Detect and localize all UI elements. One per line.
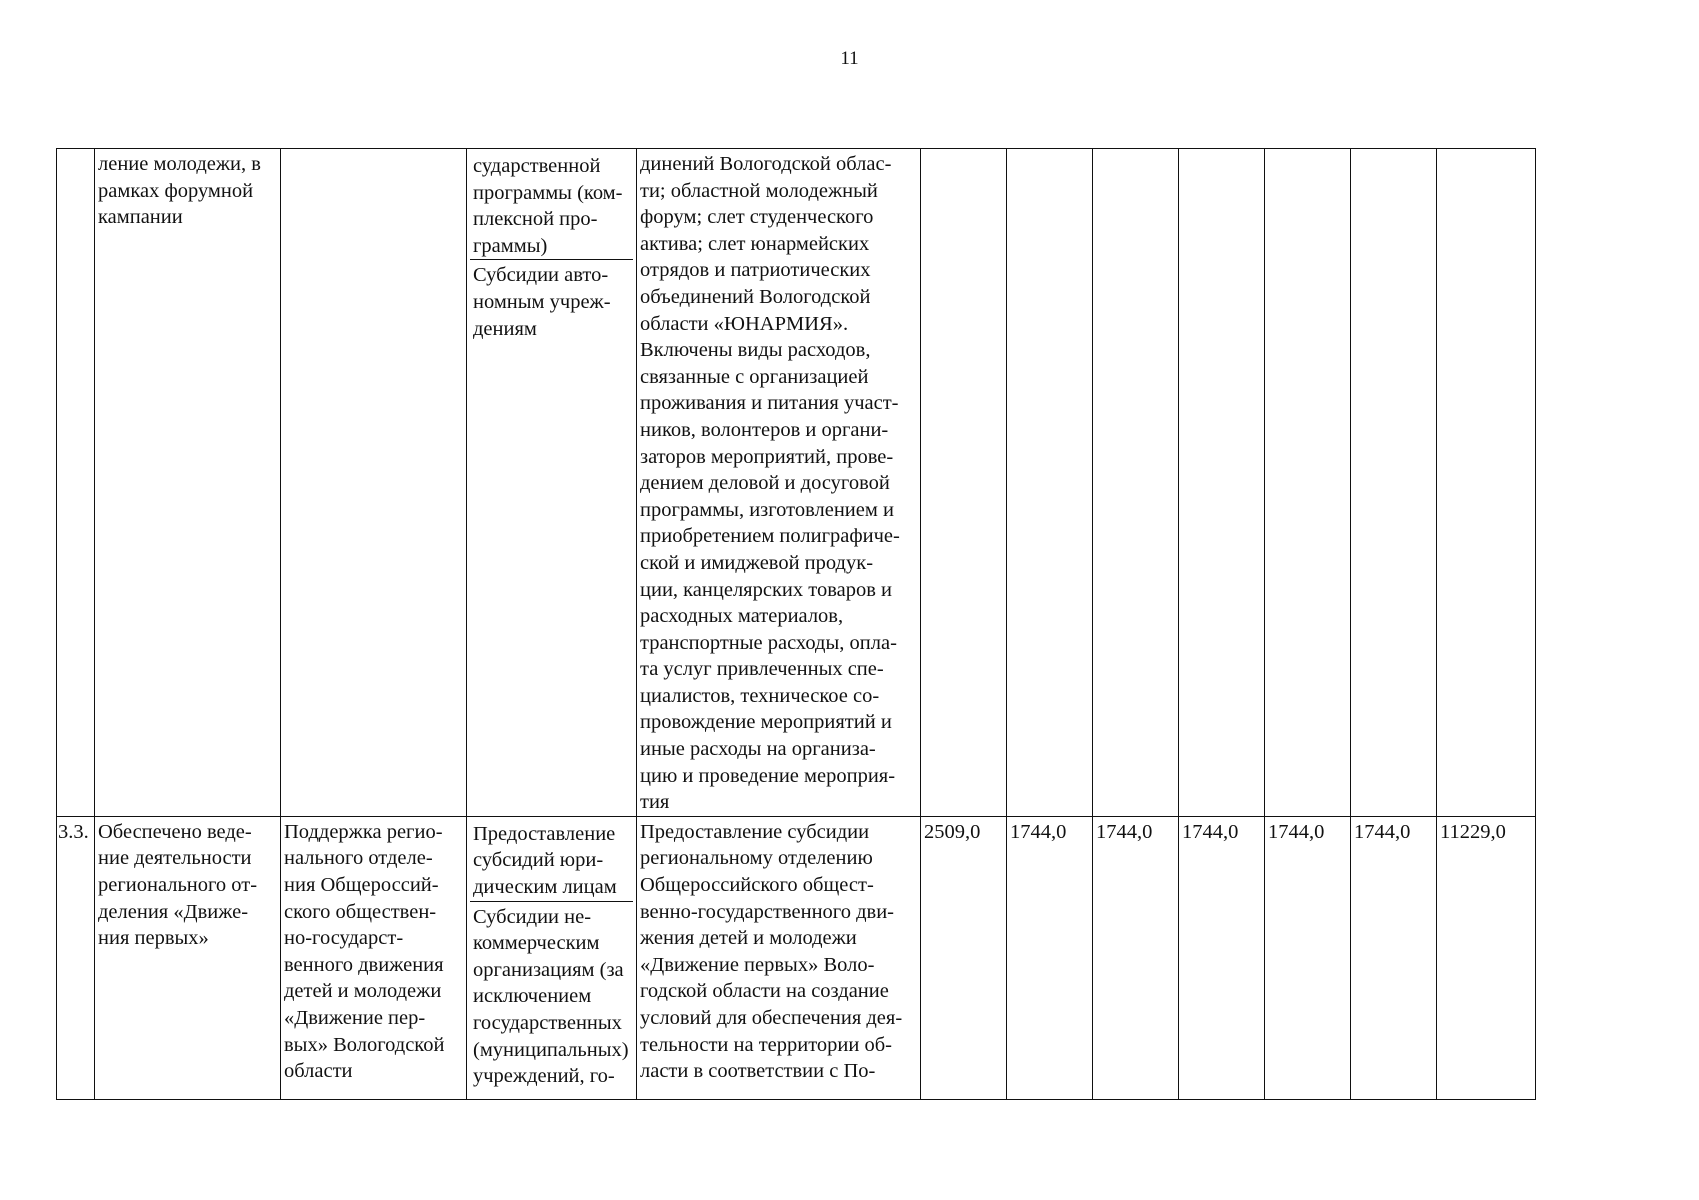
description-line: актива; слет юнармейских [640, 232, 870, 255]
value-cell: 1744,0 [1179, 816, 1265, 1099]
result-line: кампании [98, 206, 183, 229]
value-cell: 2509,0 [921, 816, 1007, 1099]
measure-line: области [284, 1060, 353, 1083]
measure-line: «Движение пер- [284, 1007, 426, 1029]
description-line: проживания и питания участ- [640, 392, 899, 415]
description-line: заторов мероприятий, прове- [640, 445, 894, 468]
description-line: венно-государственного дви- [640, 900, 894, 923]
description-line: приобретением полиграфиче- [640, 525, 900, 548]
description-line: Предоставление субсидии [640, 820, 870, 843]
result-cell [95, 149, 281, 817]
result-line: ние деятельности [98, 847, 252, 870]
value-cell: 11229,0 [1437, 816, 1536, 1099]
value-cell [1007, 149, 1093, 817]
expense-type-line: дениям [473, 317, 537, 340]
expense-type-line: дическим лицам [473, 876, 617, 899]
description-line: связанные с организацией [640, 365, 869, 388]
measure-line: вых» Вологодской [284, 1033, 445, 1056]
expense-type-line: номным учреж- [473, 290, 611, 313]
expense-type-block [470, 151, 633, 259]
value-cell: 1744,0 [1351, 816, 1437, 1099]
result-line: ление молодежи, в [98, 153, 261, 175]
measure-cell [281, 149, 467, 817]
description-line: Включены виды расходов, [640, 339, 871, 362]
description-line: условий для обеспечения дея- [640, 1007, 903, 1029]
measure-line: нального отделе- [284, 847, 433, 870]
description-cell [637, 149, 921, 817]
description-cell [637, 816, 921, 1099]
row-number [57, 149, 95, 817]
description-line: циалистов, техническое со- [640, 684, 880, 707]
expense-type-line: субсидий юри- [473, 849, 604, 872]
result-line: деления «Движе- [98, 900, 249, 923]
result-line: регионального от- [98, 874, 258, 897]
description-line: динений Вологодской облас- [640, 153, 892, 175]
description-line: ции, канцелярских товаров и [640, 578, 892, 601]
description-line: области «ЮНАРМИЯ». [640, 312, 849, 335]
description-line: транспортные расходы, опла- [640, 631, 897, 654]
description-line: ласти в соответствии с По- [640, 1060, 876, 1083]
description-line: расходных материалов, [640, 605, 844, 628]
description-line: годской области на создание [640, 980, 889, 1003]
measure-line: детей и молодежи [284, 980, 442, 1003]
description-line: жения детей и молодежи [640, 927, 857, 950]
description-line: иные расходы на организа- [640, 738, 876, 761]
description-line: провождение мероприятий и [640, 711, 892, 734]
value-cell [1351, 149, 1437, 817]
value-cell: 1744,0 [1007, 816, 1093, 1099]
expense-type-block [470, 259, 633, 342]
expense-type-line: учреждений, го- [473, 1065, 615, 1088]
measure-line: венного движения [284, 953, 444, 976]
measure-line: Поддержка регио- [284, 820, 443, 843]
result-line: рамках форумной [98, 179, 254, 202]
measure-line: но-государст- [284, 927, 404, 950]
value-cell [1437, 149, 1536, 817]
expense-type-line: Субсидии авто- [473, 264, 609, 287]
expense-type-cell [467, 149, 637, 817]
expense-type-line: (муниципальных) [473, 1038, 629, 1061]
value-cell [1093, 149, 1179, 817]
description-line: ти; областной молодежный [640, 179, 878, 202]
result-cell [95, 816, 281, 1099]
description-line: тия [640, 791, 670, 814]
expense-type-block [470, 819, 633, 901]
result-line: Обеспечено веде- [98, 820, 252, 843]
expense-type-line: программы (ком- [473, 181, 623, 204]
measure-cell [281, 816, 467, 1099]
result-line: ния первых» [98, 927, 209, 950]
expense-type-line: коммерческим [473, 932, 600, 955]
expense-type-line: исключением [473, 985, 592, 1008]
expense-type-line: государственных [473, 1012, 622, 1034]
table-row [57, 149, 1536, 817]
description-line: дением деловой и досуговой [640, 472, 890, 495]
value-cell: 1744,0 [1093, 816, 1179, 1099]
description-line: «Движение первых» Воло- [640, 953, 875, 976]
expense-type-line: организациям (за [473, 958, 624, 981]
description-line: цию и проведение мероприя- [640, 764, 896, 787]
row-number: 3.3. [57, 816, 95, 1099]
page-number: 11 [840, 48, 859, 69]
value-cell [921, 149, 1007, 817]
expense-type-line: граммы) [473, 234, 548, 257]
budget-table [56, 148, 1536, 1100]
measure-line: ния Общероссий- [284, 874, 439, 897]
description-line: региональному отделению [640, 847, 873, 870]
expense-type-line: сударственной [473, 155, 601, 177]
value-cell [1265, 149, 1351, 817]
expense-type-line: Субсидии не- [473, 905, 592, 928]
expense-type-block [470, 901, 633, 1090]
value-cell: 1744,0 [1265, 816, 1351, 1099]
description-line: ников, волонтеров и органи- [640, 418, 889, 441]
value-cell [1179, 149, 1265, 817]
description-line: та услуг привлеченных спе- [640, 658, 884, 681]
expense-type-line: плексной про- [473, 208, 598, 231]
table-row [57, 816, 1536, 1099]
expense-type-cell [467, 816, 637, 1099]
description-line: форум; слет студенческого [640, 206, 874, 229]
expense-type-line: Предоставление [473, 822, 616, 845]
measure-line: ского обществен- [284, 900, 437, 923]
description-line: отрядов и патриотических [640, 259, 871, 282]
description-line: тельности на территории об- [640, 1033, 893, 1056]
description-line: ской и имиджевой продук- [640, 551, 874, 574]
description-line: программы, изготовлением и [640, 498, 894, 521]
description-line: объединений Вологодской [640, 285, 871, 308]
description-line: Общероссийского общест- [640, 874, 874, 897]
